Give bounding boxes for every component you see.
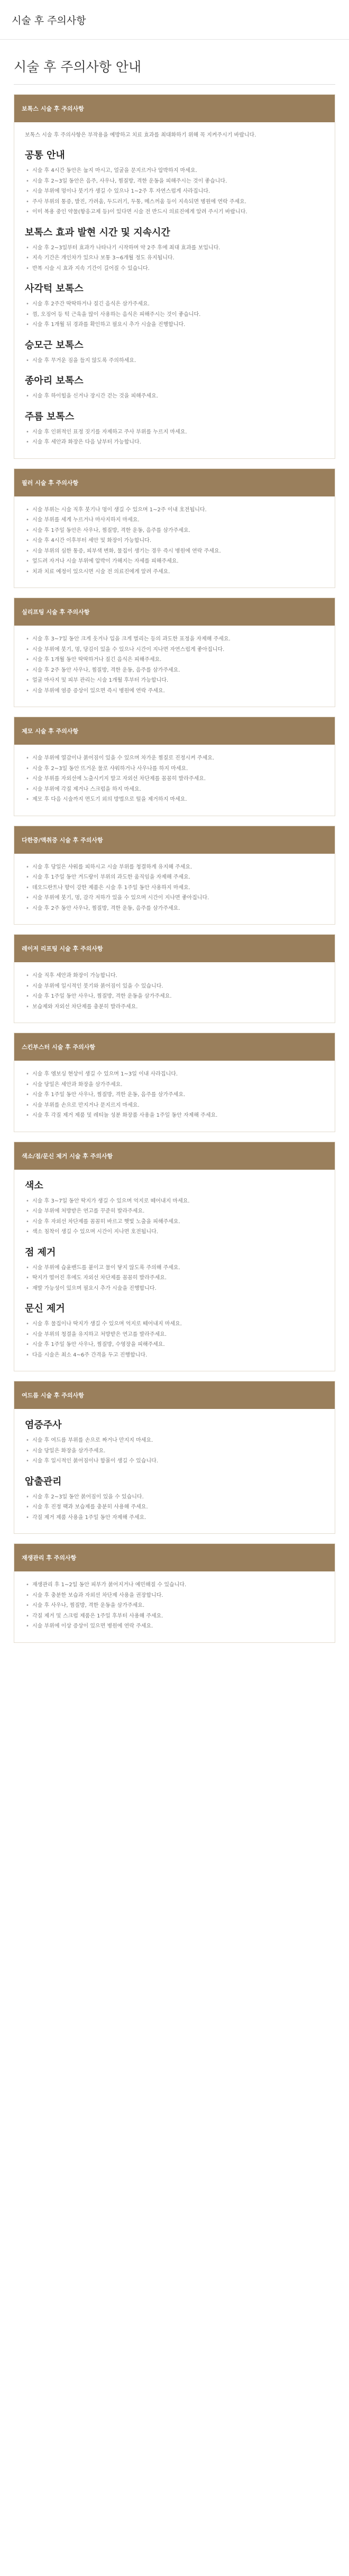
notice-section	[14, 717, 335, 816]
notice-list	[25, 971, 324, 1012]
notice-item: • 시술 부위에 열감이나 붉어짐이 있을 수 있으며 차가운 찜질로 진정시켜 주세요.	[25, 753, 324, 764]
notice-section	[14, 468, 335, 589]
notice-item: • 시술 후 2~3일부터 효과가 나타나기 시작하며 약 2주 후에 최대 효과를 보입니다.	[25, 243, 324, 254]
notice-section	[14, 598, 335, 707]
section-body	[14, 1061, 335, 1132]
notice-item: • 시술 후 1개월 동안 딱딱하거나 질긴 음식은 피해주세요.	[25, 655, 324, 665]
subsection	[25, 1245, 324, 1294]
section-title: 제모 시술 후 주의사항	[14, 717, 335, 745]
section-body	[14, 626, 335, 707]
notice-item: • 시술 후 1개월 뒤 경과를 확인하고 필요시 추가 시술을 진행합니다.	[25, 320, 324, 330]
subsection-heading: 종아리 보톡스	[25, 375, 84, 386]
section-body	[14, 962, 335, 1023]
notice-section	[14, 1381, 335, 1534]
section-title: 색소/점/문신 제거 시술 후 주의사항	[14, 1142, 335, 1170]
notice-item: • 데오드란트나 향이 강한 제품은 시술 후 1주일 동안 사용하지 마세요.	[25, 883, 324, 893]
section-body	[14, 496, 335, 588]
notice-item: • 시술 후 여드름 부위를 손으로 짜거나 만지지 마세요.	[25, 1435, 324, 1446]
subsection	[25, 148, 324, 218]
notice-item: • 시술 부위에 붓기, 멍, 당김이 있을 수 있으나 시간이 지나면 자연스럽게 좋아집니다.	[25, 645, 324, 655]
notice-list	[25, 1435, 324, 1467]
subsection-heading: 염증주사	[25, 1420, 62, 1431]
notice-section	[14, 1033, 335, 1132]
notice-item: • 시술 후 2~3일 동안 뜨거운 물로 샤워하거나 사우나를 하지 마세요.	[25, 764, 324, 774]
notice-list	[25, 1263, 324, 1294]
subsection	[25, 862, 324, 914]
subsection-heading: 압출관리	[25, 1476, 62, 1487]
notice-item: • 주사 부위의 통증, 발진, 가려움, 두드러기, 두통, 메스꺼움 등이 지속되면 병원에 연락 주세요.	[25, 197, 324, 207]
notice-item: • 시술 후 1주일 동안 사우나, 찜질방, 격한 운동, 음주를 삼가주세요.	[25, 1090, 324, 1100]
notice-item: • 각질 제거 제품 사용을 1주일 동안 자제해 주세요.	[25, 1513, 324, 1523]
section-body	[14, 122, 335, 458]
section-title: 실리프팅 시술 후 주의사항	[14, 598, 335, 626]
notice-item: • 시술 후 자외선 차단제를 꼼꼼히 바르고 햇빛 노출을 피해주세요.	[25, 1217, 324, 1227]
subsection	[25, 753, 324, 805]
notice-item: • 시술 부위에 멍이나 붓기가 생길 수 있으나 1~2주 후 자연스럽게 사라집니다.	[25, 186, 324, 197]
notice-item: • 이미 복용 중인 약물(항응고제 등)이 있다면 시술 전 반드시 의료진에게 알려 주시기 바랍니다.	[25, 207, 324, 218]
notice-item: • 시술 후 진정 팩과 보습제를 충분히 사용해 주세요.	[25, 1502, 324, 1513]
notice-list	[25, 505, 324, 577]
notice-item: • 시술 부위를 자외선에 노출시키지 말고 자외선 차단제를 꼼꼼히 발라주세요.	[25, 774, 324, 784]
notice-list	[25, 1492, 324, 1523]
page-title: 시술 후 주의사항 안내	[14, 50, 335, 85]
subsection-heading: 색소	[25, 1180, 43, 1191]
notice-list	[25, 1580, 324, 1632]
notice-item: • 시술 부위는 시술 직후 붓기나 멍이 생길 수 있으며 1~2주 이내 호전됩니다.	[25, 505, 324, 516]
notice-list	[25, 166, 324, 218]
notice-item: • 시술 부위에 이상 증상이 있으면 병원에 연락 주세요.	[25, 1621, 324, 1632]
notice-item: • 시술 부위에 붓기, 멍, 감각 저하가 있을 수 있으며 시간이 지나면 좋아집니다.	[25, 893, 324, 903]
subsection	[25, 505, 324, 577]
notice-item: • 시술 후 물집이나 딱지가 생길 수 있으며 억지로 떼어내지 마세요.	[25, 1319, 324, 1330]
notice-item: • 시술 후 1주일 동안 사우나, 찜질방, 수영장을 피해주세요.	[25, 1340, 324, 1350]
subsection	[25, 373, 324, 402]
notice-item: • 시술 후 2주 동안 사우나, 찜질방, 격한 운동, 음주를 삼가주세요.	[25, 665, 324, 676]
notice-item: • 지속 기간은 개인차가 있으나 보통 3~6개월 정도 유지됩니다.	[25, 253, 324, 264]
notice-item: • 시술 부위에 각질 제거나 스크럽을 하지 마세요.	[25, 784, 324, 795]
section-intro: 보톡스 시술 후 주의사항은 부작용을 예방하고 치료 효과를 최대화하기 위해 꼭 지켜주시기 바랍니다.	[25, 132, 256, 138]
notice-item: • 껌, 오징어 등 턱 근육을 많이 사용하는 음식은 피해주시는 것이 좋습니다.	[25, 310, 324, 320]
notice-list	[25, 753, 324, 805]
notice-section	[14, 1543, 335, 1643]
subsection	[25, 409, 324, 448]
notice-item: • 시술 후 4시간 동안은 눕지 마시고, 얼굴을 문지르거나 압박하지 마세요.	[25, 166, 324, 176]
notice-item: • 시술 후 인위적인 표정 짓기를 자제하고 주사 부위를 누르지 마세요.	[25, 427, 324, 438]
top-bar	[0, 0, 349, 40]
notice-item: • 시술 후 무거운 짐을 들지 않도록 주의하세요.	[25, 356, 324, 366]
notice-item: • 시술 후 각질 제거 제품 및 레티놀 성분 화장품 사용을 1주일 동안 자제해 주세요.	[25, 1110, 324, 1121]
notice-list	[25, 1196, 324, 1237]
notice-item: • 시술 후 1주일 동안은 사우나, 찜질방, 격한 운동, 음주를 삼가주세요.	[25, 526, 324, 536]
subsection-heading: 공통 안내	[25, 150, 65, 161]
notice-item: • 시술 직후 세안과 화장이 가능합니다.	[25, 971, 324, 981]
notice-item: • 시술 후 2주 동안 사우나, 찜질방, 격한 운동, 음주를 삼가주세요.	[25, 903, 324, 914]
notice-list	[25, 862, 324, 914]
notice-list	[25, 1319, 324, 1360]
notice-item: • 시술 부위의 청결을 유지하고 처방받은 연고를 발라주세요.	[25, 1330, 324, 1340]
section-body	[14, 1170, 335, 1371]
notice-item: • 시술 당일은 화장을 삼가주세요.	[25, 1446, 324, 1457]
notice-list	[25, 391, 324, 402]
notice-item: • 시술 후 2~3일 동안 붉어짐이 있을 수 있습니다.	[25, 1492, 324, 1503]
notice-item: • 시술 후 당일은 샤워를 피하시고 시술 부위를 청결하게 유지해 주세요.	[25, 862, 324, 873]
section-title: 필러 시술 후 주의사항	[14, 469, 335, 496]
subsection	[25, 1474, 324, 1523]
notice-item: • 시술 후 세안과 화장은 다음 날부터 가능합니다.	[25, 437, 324, 448]
notice-item: • 시술 후 1주일 동안 사우나, 찜질방, 격한 운동을 삼가주세요.	[25, 991, 324, 1002]
subsection	[25, 1301, 324, 1360]
section-title: 보톡스 시술 후 주의사항	[14, 95, 335, 122]
notice-item: • 보습제와 자외선 차단제를 충분히 발라주세요.	[25, 1002, 324, 1013]
notice-item: • 시술 부위에 처방받은 연고를 꾸준히 발라주세요.	[25, 1206, 324, 1217]
subsection-heading: 주름 보톡스	[25, 411, 75, 422]
notice-item: • 시술 부위를 손으로 만지거나 문지르지 마세요.	[25, 1100, 324, 1111]
subsection	[25, 338, 324, 366]
subsection	[25, 634, 324, 696]
subsection-heading: 승모근 보톡스	[25, 339, 84, 351]
subsection	[25, 1580, 324, 1632]
notice-item: • 시술 후 충분한 보습과 자외선 차단제 사용을 권장합니다.	[25, 1590, 324, 1601]
notice-item: • 시술 부위를 세게 누르거나 마사지하지 마세요.	[25, 515, 324, 526]
notice-item: • 시술 후 사우나, 찜질방, 격한 운동을 삼가주세요.	[25, 1601, 324, 1611]
content	[0, 40, 349, 1643]
notice-list	[25, 299, 324, 330]
notice-item: • 재생관리 후 1~2일 동안 피부가 붉어지거나 예민해질 수 있습니다.	[25, 1580, 324, 1590]
notice-list	[25, 356, 324, 366]
section-title: 레이저 리프팅 시술 후 주의사항	[14, 935, 335, 962]
notice-section	[14, 94, 335, 459]
notice-list	[25, 634, 324, 696]
subsection-heading: 점 제거	[25, 1246, 56, 1258]
notice-item: • 시술 부위의 심한 통증, 피부색 변화, 물집이 생기는 경우 즉시 병원에 연락 주세요.	[25, 546, 324, 557]
notice-item: • 재발 가능성이 있으며 필요시 추가 시술을 진행합니다.	[25, 1284, 324, 1294]
subsection	[25, 1178, 324, 1237]
subsection	[25, 281, 324, 330]
notice-item: • 각질 제거 및 스크럽 제품은 1주일 후부터 사용해 주세요.	[25, 1611, 324, 1622]
notice-item: • 시술 후 2주간 딱딱하거나 질긴 음식은 삼가주세요.	[25, 299, 324, 310]
notice-section	[14, 934, 335, 1023]
notice-item: • 색소 침착이 생길 수 있으며 시간이 지나면 호전됩니다.	[25, 1227, 324, 1237]
subsection	[25, 1417, 324, 1467]
notice-item: • 시술 부위에 습윤밴드를 붙이고 물이 닿지 않도록 주의해 주세요.	[25, 1263, 324, 1273]
section-body	[14, 745, 335, 816]
subsection-heading: 보톡스 효과 발현 시간 및 지속시간	[25, 227, 170, 238]
notice-list	[25, 243, 324, 274]
notice-item: • 시술 부위에 일시적인 붓기와 붉어짐이 있을 수 있습니다.	[25, 981, 324, 992]
section-list	[14, 94, 335, 1643]
section-title: 재생관리 후 주의사항	[14, 1544, 335, 1571]
notice-item: • 시술 후 일시적인 붉어짐이나 함몰이 생길 수 있습니다.	[25, 1456, 324, 1467]
section-title: 여드름 시술 후 주의사항	[14, 1381, 335, 1409]
notice-item: • 시술 후 하이힐을 신거나 장시간 걷는 것을 피해주세요.	[25, 391, 324, 402]
subsection	[25, 971, 324, 1012]
notice-item: • 시술 후 1주일 동안 겨드랑이 부위의 과도한 움직임을 자제해 주세요.	[25, 872, 324, 883]
section-body	[14, 854, 335, 925]
notice-item: • 시술 후 4시간 이후부터 세안 및 화장이 가능합니다.	[25, 536, 324, 546]
section-title: 다한증/액취증 시술 후 주의사항	[14, 826, 335, 854]
notice-item: • 엎드려 자거나 시술 부위에 압박이 가해지는 자세를 피해주세요.	[25, 556, 324, 567]
section-title: 스킨부스터 시술 후 주의사항	[14, 1033, 335, 1061]
notice-item: • 제모 후 다음 시술까지 면도기 외의 방법으로 털을 제거하지 마세요.	[25, 794, 324, 805]
header-title: 시술 후 주의사항	[12, 14, 86, 26]
notice-section	[14, 1142, 335, 1372]
notice-item: • 치과 치료 예정이 있으시면 시술 전 의료진에게 알려 주세요.	[25, 567, 324, 577]
section-body	[14, 1409, 335, 1533]
notice-item: • 시술 후 엠보싱 현상이 생길 수 있으며 1~3일 이내 사라집니다.	[25, 1069, 324, 1080]
notice-list	[25, 427, 324, 448]
subsection	[25, 225, 324, 274]
notice-list	[25, 1069, 324, 1121]
notice-item: • 시술 후 2~3일 동안은 음주, 사우나, 찜질방, 격한 운동을 피해주시는 것이 좋습니다.	[25, 176, 324, 187]
notice-item: • 딱지가 떨어진 후에도 자외선 차단제를 꼼꼼히 발라주세요.	[25, 1273, 324, 1284]
notice-item: • 시술 당일은 세안과 화장을 삼가주세요.	[25, 1080, 324, 1090]
notice-section	[14, 826, 335, 925]
notice-item: • 다음 시술은 최소 4~6주 간격을 두고 진행합니다.	[25, 1350, 324, 1361]
subsection-heading: 사각턱 보톡스	[25, 283, 84, 294]
subsection-heading: 문신 제거	[25, 1303, 65, 1314]
notice-item: • 얼굴 마사지 및 피부 관리는 시술 1개월 후부터 가능합니다.	[25, 675, 324, 686]
notice-item: • 시술 후 3~7일 동안 크게 웃거나 입을 크게 벌리는 등의 과도한 표정을 자제해 주세요.	[25, 634, 324, 645]
notice-item: • 반복 시술 시 효과 지속 기간이 길어질 수 있습니다.	[25, 264, 324, 274]
subsection	[25, 1069, 324, 1121]
notice-item: • 시술 부위에 염증 증상이 있으면 즉시 병원에 연락 주세요.	[25, 686, 324, 697]
section-body	[14, 1571, 335, 1642]
notice-item: • 시술 후 3~7일 동안 딱지가 생길 수 있으며 억지로 떼어내지 마세요.	[25, 1196, 324, 1207]
